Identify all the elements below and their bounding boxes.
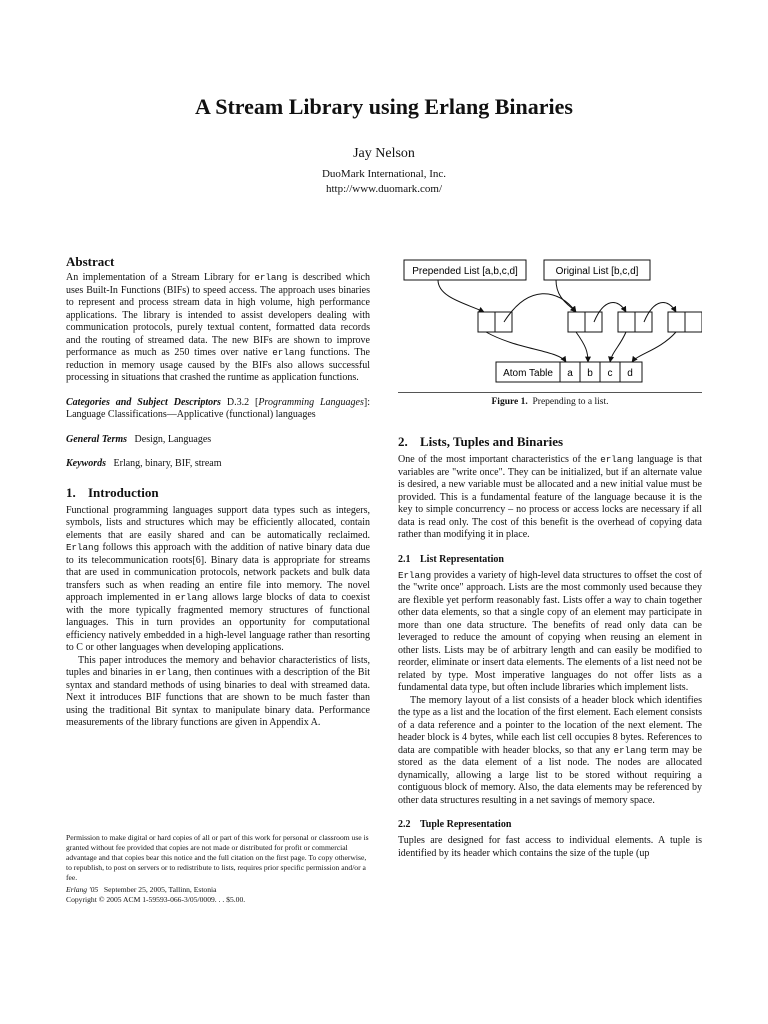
- figure-1: [398, 254, 702, 390]
- cons-cell-a: [478, 312, 512, 332]
- atom-d: d: [627, 368, 633, 379]
- section-2-paragraph: One of the most important characteristics of the erlang language is that variables are "write once". They can be initialized, but if an alternate value is desired, a new variable must be allocated and a new initial value must be provided. This is a fundamental feature of the language because it is the key to simple concurrency – no process or access locks are necessary if all data is read only. The cost of this benefit is the overhead of copying data rather than modifying it in place.: [398, 454, 702, 540]
- permission-text: Permission to make digital or hard copies of all or part of this work for personal or classroom use is granted without fee provided that copies are not made or distributed for profit or commercial advantage and that copies bear this notice and the full citation on the first page. To copy otherwise, to republish, to post on servers or to redistribute to lists, requires prior specific permission and/or a fee.: [66, 833, 369, 882]
- atom-c: c: [607, 368, 613, 379]
- section-2-1-paragraph-2: The memory layout of a list consists of a header block which identifies the type as a list and the location of the first element. Each element consists of a data reference and a pointer to the location of the next element. The header block is 4 bytes, while each list cell occupies 8 bytes. References to data are compatible with header blocks, so that any erlang term may be stored as the data element of a list node. The nodes are allocated dynamically, allowing a large list to be stored without requiring a contiguous block of memory. Also, the data elements may be referenced by other data structures resulting in a net savings of memory space.: [398, 694, 703, 806]
- list-diagram: [398, 254, 702, 390]
- section-2-2-heading: 2.2 Tuple Representation: [398, 819, 512, 830]
- atom-table-label: Atom Table: [503, 368, 553, 379]
- cons-cell-d: [668, 312, 702, 332]
- left-column: [66, 254, 370, 730]
- figure-caption: Figure 1. Prepending to a list.: [491, 397, 609, 407]
- arrow-original-to-b: [556, 280, 576, 312]
- affiliation-block: [0, 167, 768, 197]
- right-column: [398, 434, 702, 860]
- affiliation: DuoMark International, Inc.: [321, 168, 446, 180]
- atom-a: a: [567, 368, 573, 379]
- section-2-1-paragraph-1: Erlang provides a variety of high-level data structures to offset the cost of the "write once" approach. Lists are the most commonly used because they are flexible yet perform reasonably fast. Lists offer a way to chain together other data elements, so that a single copy of an element may participate in more than one data structure. The benefits of read only data can be leveraged to reduce the amount of copying when reusing an element in other lists. Lists may be of arbitrary length and can easily be modified to reorder, eliminate or insert data elements. The elements of a list need not be related by type. Most imperative languages do not offer lists as a fundamental data type, but often include libraries which implement lists.: [398, 569, 702, 693]
- arrow-b-to-atom: [576, 332, 588, 362]
- author-url[interactable]: http://www.duomark.com/: [326, 183, 442, 195]
- arrow-prepended-to-a: [438, 280, 484, 312]
- author-name: Jay Nelson: [353, 146, 415, 161]
- copyright-line: Copyright © 2005 ACM 1-59593-066-3/05/0009. . . $5.00.: [66, 895, 246, 904]
- venue-line: Erlang '05 September 25, 2005, Tallinn, Estonia: [66, 885, 217, 894]
- prepended-list-label: Prepended List [a,b,c,d]: [412, 266, 518, 277]
- atom-b: b: [587, 368, 593, 379]
- abstract-text: An implementation of a Stream Library for erlang is described which uses Built-In Functions (BIFs) to speed access. The approach uses binaries to represent and process stream data in high volume, high performance applications. The library is intended to assist developers dealing with communication protocols, purely textual content, formatted data records and the routing of streamed data. The new BIFs are shown to improve performance as much as 250 times over native erlang functions. The reduction in memory usage caused by the BIFs also allows successful processing in situations that crashed the runtime as application functions.: [66, 272, 370, 383]
- intro-paragraph-2: This paper introduces the memory and behavior characteristics of lists, tuples and binaries in erlang, then continues with a description of the Bit syntax and standard methods of using binaries to deal with streamed data. Next it introduces BIF functions that are shown to be much faster than using the traditional Bit syntax to manipulate binary data. Performance measurements of the library functions are given in Appendix A.: [66, 654, 370, 728]
- intro-paragraph-1: Functional programming languages support data types such as integers, symbols, lists and structures which may be efficiently allocated, contain elements that are easily shared and can be automatically reclaimed. Erlang follows this approach with the addition of native binary data due to its telecommunication roots[6]. Binary data is appropriate for streams that are used in communication protocols, network packets and bulk data transfers such as when reading an entire file into memory. The novel approach implemented in erlang allows large blocks of data to coexist with the more typically fragmented memory structures of functional languages. This in turn provides an opportunity for computational efficiency natively embedded in a high-level language rather than resorting to C or other languages when developing applications.: [66, 504, 370, 653]
- keywords-line: Keywords Erlang, binary, BIF, stream: [66, 458, 222, 469]
- section-2-heading: 2. Lists, Tuples and Binaries: [398, 434, 564, 449]
- intro-heading: 1. Introduction: [66, 484, 159, 500]
- general-terms-line: General Terms Design, Languages: [66, 433, 212, 445]
- arrow-a-to-atom: [486, 332, 566, 362]
- section-2-1-heading: 2.1 List Representation: [398, 553, 504, 565]
- section-2-2-paragraph: Tuples are designed for fast access to individual elements. A tuple is identified by its header which contains the size of the tuple (up: [398, 835, 702, 859]
- arrow-c-to-atom: [610, 332, 626, 362]
- categories-line: Categories and Subject Descriptors D.3.2 [Programming Languages]: Language Classifications—Applicative (functional) languages: [66, 396, 370, 420]
- paper-title: A Stream Library using Erlang Binaries: [195, 94, 573, 119]
- arrow-d-to-atom: [632, 332, 676, 362]
- figure-rule: [398, 392, 702, 393]
- original-list-label: Original List [b,c,d]: [555, 266, 639, 277]
- permission-footnote: [66, 833, 370, 905]
- arrow-a-to-b: [504, 294, 576, 322]
- abstract-heading: Abstract: [66, 254, 115, 269]
